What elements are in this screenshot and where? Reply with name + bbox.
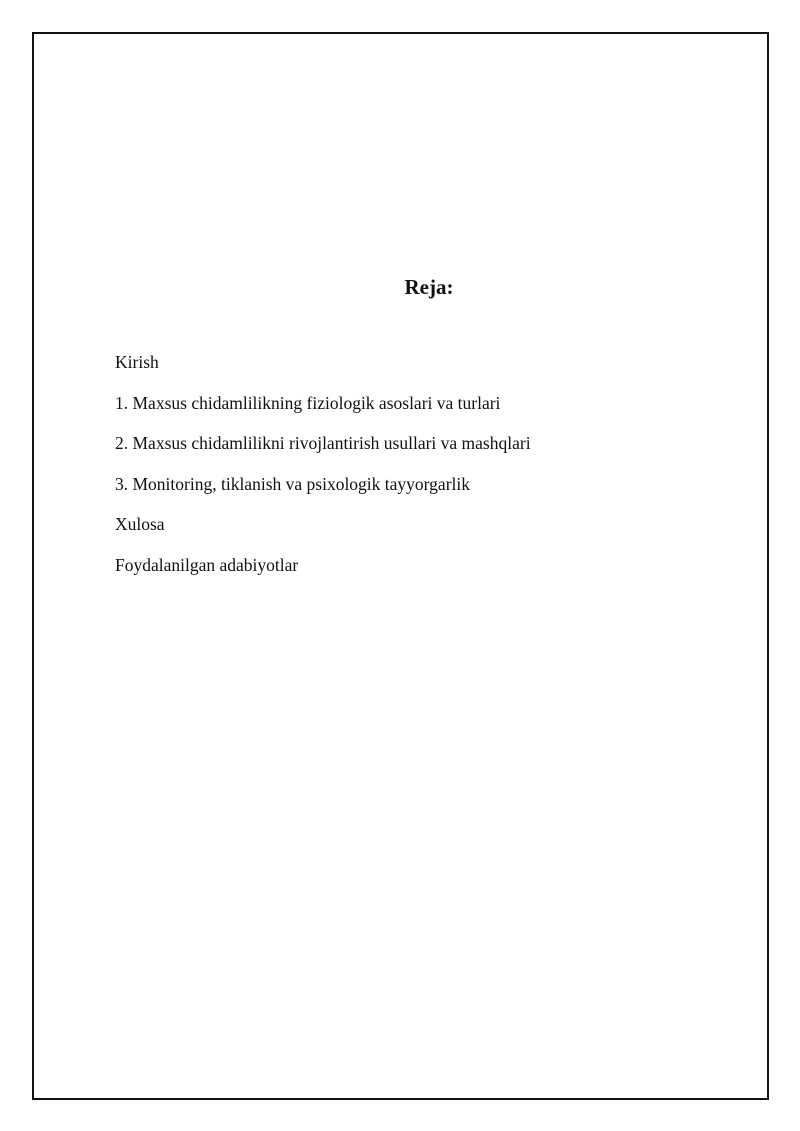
- plan-item-references: Foydalanilgan adabiyotlar: [115, 554, 299, 575]
- plan-item-3: 3. Monitoring, tiklanish va psixologik tayyorgarlik: [115, 473, 470, 494]
- plan-list: [115, 350, 531, 593]
- plan-item-1: 1. Maxsus chidamlilikning fiziologik asoslari va turlari: [115, 392, 501, 413]
- plan-item-conclusion: Xulosa: [115, 514, 165, 534]
- plan-title: Reja:: [404, 275, 454, 299]
- plan-item-2: 2. Maxsus chidamlilikni rivojlantirish usullari va mashqlari: [115, 433, 531, 453]
- plan-item-introduction: Kirish: [115, 352, 159, 372]
